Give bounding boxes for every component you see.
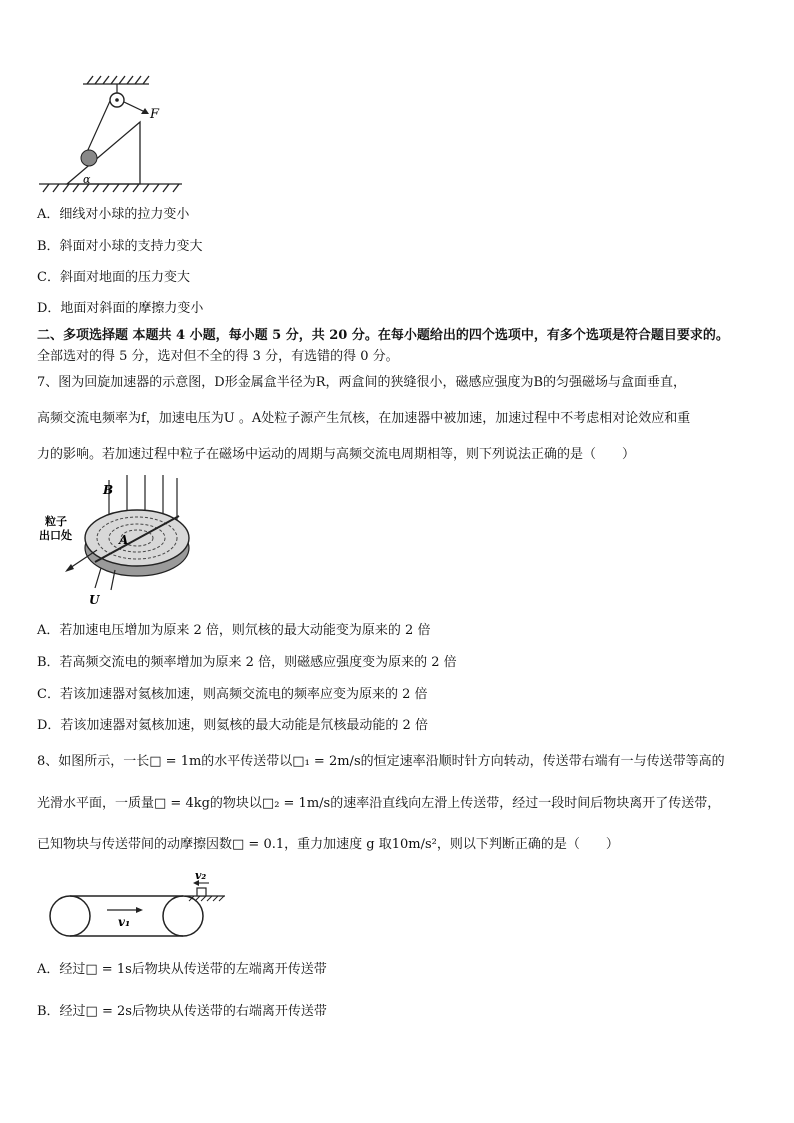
- q6-option-a: A．细线对小球的拉力变小: [37, 207, 190, 222]
- q8-stem-line3: 已知物块与传送带间的动摩擦因数□ = 0.1，重力加速度 g 取10m/s²，则以下判断正确的是（ ）: [37, 837, 619, 852]
- q6-option-c: C．斜面对地面的压力变大: [37, 270, 190, 285]
- label-A: A: [119, 533, 129, 547]
- label-F: F: [150, 107, 160, 122]
- q7-stem-line3: 力的影响。若加速过程中粒子在磁场中运动的周期与高频交流电周期相等，则下列说法正确的是（ ）: [37, 447, 636, 462]
- q8-option-b: B．经过□ = 2s后物块从传送带的右端离开传送带: [37, 1004, 327, 1019]
- q7-stem-line1: 7、图为回旋加速器的示意图，D形金属盒半径为R，两盒间的狭缝很小，磁感应强度为B的匀强磁场与盒面垂直，: [37, 375, 687, 390]
- q6-option-d: D．地面对斜面的摩擦力变小: [37, 301, 204, 316]
- q8-option-a: A．经过□ = 1s后物块从传送带的左端离开传送带: [37, 962, 327, 977]
- q7-option-a: A．若加速电压增加为原来 2 倍，则氘核的最大动能变为原来的 2 倍: [37, 623, 431, 638]
- block: [197, 888, 206, 896]
- left-roller: [50, 896, 90, 936]
- q6-option-b: B．斜面对小球的支持力变大: [37, 239, 203, 254]
- cyclotron-figure: [37, 470, 207, 610]
- label-v2: v₂: [195, 869, 207, 882]
- ball: [81, 150, 97, 166]
- incline: [67, 122, 140, 184]
- q8-stem-line2: 光滑水平面，一质量□ = 4kg的物块以□₂ = 1m/s的速率沿直线向左滑上传送带，经过一段时间后物块离开了传送带，: [37, 796, 721, 811]
- pulley-incline-figure: [37, 72, 187, 197]
- section2-heading-line2: 全部选对的得 5 分，选对但不全的得 3 分，有选错的得 0 分。: [37, 349, 399, 364]
- conveyor-belt-figure: [45, 868, 230, 948]
- label-exit-1: 粒子: [45, 515, 67, 528]
- q7-option-c: C．若该加速器对氦核加速，则高频交流电的频率应变为原来的 2 倍: [37, 687, 428, 702]
- label-alpha: α: [83, 173, 91, 186]
- ground: [39, 184, 182, 192]
- label-U: U: [89, 593, 100, 607]
- q8-stem-line1: 8、如图所示，一长□ = 1m的水平传送带以□₁ = 2m/s的恒定速率沿顺时针方向转动，传送带右端有一与传送带等高的: [37, 754, 725, 769]
- label-v1: v₁: [118, 915, 131, 929]
- q7-option-b: B．若高频交流电的频率增加为原来 2 倍，则磁感应强度变为原来的 2 倍: [37, 655, 457, 670]
- label-exit-2: 出口处: [39, 529, 72, 542]
- q7-stem-line2: 高频交流电频率为f，加速电压为U 。A处粒子源产生氘核，在加速器中被加速，加速过程中不考虑相对论效应和重: [37, 411, 691, 426]
- section2-heading-line1: 二、多项选择题 本题共 4 小题，每小题 5 分，共 20 分。在每小题给出的四个选项中，有多个选项是符合题目要求的。: [37, 328, 729, 343]
- rope: [87, 101, 110, 152]
- q7-option-d: D．若该加速器对氦核加速，则氦核的最大动能是氘核最动能的 2 倍: [37, 718, 428, 733]
- label-B: B: [103, 483, 114, 497]
- right-roller: [163, 896, 203, 936]
- rope-force: [124, 102, 145, 112]
- ceiling: [83, 76, 149, 84]
